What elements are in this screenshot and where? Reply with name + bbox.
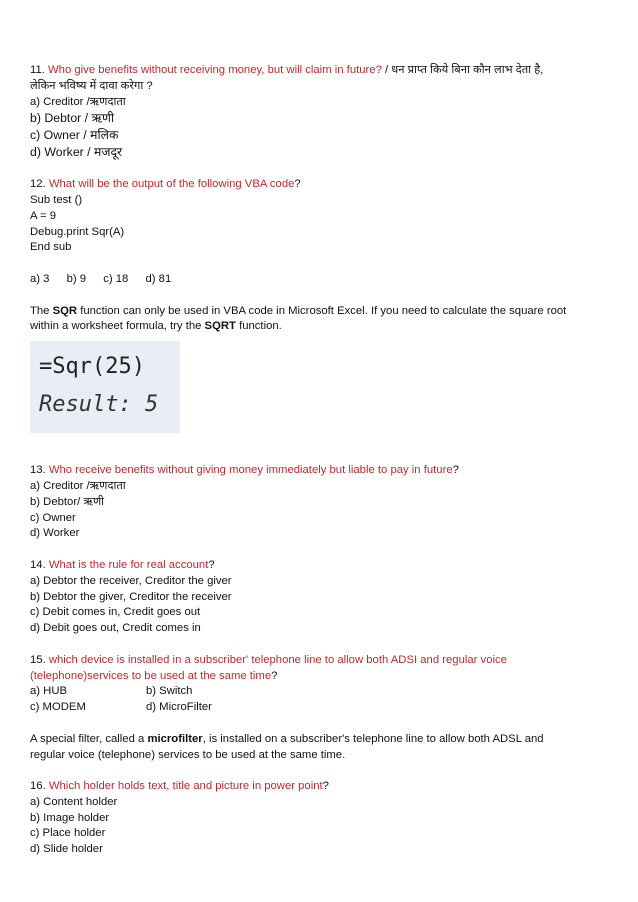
document-page — [30, 63, 610, 858]
option-c: c) 18 — [103, 272, 129, 285]
question-mark: ? — [294, 178, 301, 191]
options-row — [30, 684, 610, 700]
option-a: a) Creditor /ऋणदाता — [30, 479, 126, 492]
question-number: 12. — [30, 178, 46, 191]
options-row — [30, 272, 610, 288]
question-16 — [30, 779, 610, 858]
option-d: d) MicroFilter — [146, 701, 212, 714]
question-number: 13. — [30, 464, 46, 477]
option-c: c) Place holder — [30, 827, 106, 840]
question-text: Which holder holds text, title and picture in power point — [48, 780, 323, 793]
question-text-continued: (telephone)services to be used at the same time — [30, 669, 272, 682]
option-a: a) Creditor /ऋणदाता — [30, 95, 126, 108]
option-d: d) Slide holder — [30, 843, 103, 856]
option-c: c) Owner — [30, 511, 76, 524]
explanation-continued: within a worksheet formula, try the SQRT function. — [30, 320, 282, 333]
question-hindi-continued: लेकिन भविष्य में दावा करेगा ? — [30, 79, 153, 92]
question-text: What is the rule for real account — [48, 558, 209, 571]
option-b: b) 9 — [66, 272, 87, 285]
option-b: b) Image holder — [30, 811, 110, 824]
question-number: 11. — [30, 64, 45, 76]
question-mark: ? — [452, 464, 459, 477]
question-mark: ? — [208, 558, 215, 571]
question-12 — [30, 177, 610, 433]
question-11 — [30, 63, 610, 161]
code-example-result: Result: 5 — [39, 392, 159, 418]
question-number: 15. — [30, 653, 46, 666]
option-a: a) Debtor the receiver, Creditor the giver — [30, 574, 232, 587]
code-line: End sub — [30, 241, 72, 254]
question-13 — [30, 463, 610, 542]
question-text: What will be the output of the following VBA code — [48, 178, 295, 191]
code-line: Debug.print Sqr(A) — [30, 225, 125, 238]
option-b: b) Debtor the giver, Creditor the receiver — [30, 590, 232, 603]
option-b: b) Debtor/ ऋणी — [30, 495, 105, 508]
option-c: c) Debit comes in, Credit goes out — [30, 606, 201, 619]
question-mark: ? — [322, 780, 329, 793]
code-line: A = 9 — [30, 209, 57, 222]
question-number: 16. — [30, 780, 46, 793]
question-text: Who receive benefits without giving money immediately but liable to pay in future — [48, 464, 453, 477]
option-b: b) Debtor / ऋणी — [30, 111, 115, 126]
option-d: d) Worker — [30, 527, 80, 540]
question-text: which device is installed in a subscriber' telephone line to allow both ADSI and regular voice — [48, 653, 507, 666]
option-a: a) 3 — [30, 272, 50, 285]
question-text: Who give benefits without receiving money, but will claim in future? — [48, 64, 382, 76]
question-14 — [30, 558, 610, 637]
options-row — [30, 700, 610, 716]
option-d: d) 81 — [145, 272, 172, 285]
explanation: A special filter, called a microfilter, is installed on a subscriber's telephone line to allow both ADSL and — [30, 732, 544, 745]
explanation-continued: regular voice (telephone) services to be used at the same time. — [30, 748, 346, 761]
option-a: a) Content holder — [30, 795, 118, 808]
option-c: c) MODEM — [30, 701, 86, 714]
code-example-formula: =Sqr(25) — [39, 354, 145, 380]
option-d: d) Worker / मजदूर — [30, 145, 123, 160]
question-15 — [30, 653, 610, 764]
question-number: 14. — [30, 558, 46, 571]
question-hindi: / धन प्राप्त किये बिना कौन लाभ देता है, — [385, 64, 544, 76]
question-mark: ? — [271, 669, 278, 682]
option-c: c) Owner / मलिक — [30, 128, 119, 143]
option-d: d) Debit goes out, Credit comes in — [30, 622, 201, 635]
code-example-image — [30, 341, 180, 433]
explanation: The SQR function can only be used in VBA code in Microsoft Excel. If you need to calculate the square root — [30, 304, 567, 317]
option-a: a) HUB — [30, 685, 68, 698]
code-line: Sub test () — [30, 193, 83, 206]
option-b: b) Switch — [146, 685, 193, 698]
